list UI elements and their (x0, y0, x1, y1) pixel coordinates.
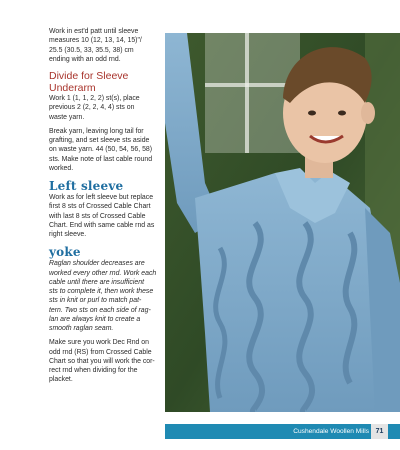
yoke-heading: yoke (49, 245, 81, 260)
yoke-italic-paragraph (49, 259, 163, 333)
text-line: lan are always knit to create a (49, 315, 141, 323)
divide-paragraph-1 (49, 94, 163, 122)
text-line: worked. (49, 164, 74, 172)
text-line: Work as for left sleeve but replace (49, 194, 154, 202)
text-line: Chart. End with same cable rnd as (49, 221, 155, 229)
text-line: sts in knit or purl to match pat- (49, 297, 142, 305)
heading-line: Underarm (49, 81, 96, 94)
left-sleeve-paragraph (49, 193, 163, 239)
text-line: measures 10 (12, 13, 14, 15)"/ (49, 37, 142, 45)
text-line: first 8 sts of Crossed Cable Chart (49, 203, 151, 211)
text-line: sts to complete it, then work these (49, 288, 154, 296)
left-sleeve-heading: Left sleeve (49, 179, 124, 194)
page-number: 71 (371, 424, 388, 439)
text-line: on waste yarn. 44 (50, 54, 56, 58) (49, 146, 153, 154)
yoke-paragraph (49, 338, 163, 384)
divide-paragraph-2 (49, 127, 163, 173)
text-line: sts. Make note of last cable round (49, 155, 153, 163)
text-line: smooth raglan seam. (49, 325, 114, 333)
text-line: worked every other rnd. Work each (49, 269, 157, 277)
heading-line: Divide for Sleeve (49, 70, 129, 82)
divide-heading (49, 71, 163, 94)
text-line: previous 2 (2, 2, 4, 4) sts on (49, 104, 135, 112)
text-line: Work 1 (1, 1, 2, 2) st(s), place (49, 95, 140, 103)
text-line: rect rnd when dividing for the (49, 367, 138, 375)
text-line: waste yarn. (49, 113, 85, 121)
text-line: placket. (49, 376, 73, 384)
sleeve-intro-paragraph (49, 27, 163, 64)
text-line: Chart so that you will work the cor- (49, 357, 155, 365)
text-line: with last 8 sts of Crossed Cable (49, 212, 146, 220)
text-line: 25.5 (30.5, 33, 35.5, 38) cm (49, 46, 134, 54)
text-line: Raglan shoulder decreases are (49, 260, 145, 268)
text-line: tern. Two sts on each side of rag- (49, 306, 151, 314)
footer-publisher: Cushendale Woollen Mills (293, 428, 369, 435)
text-line: grafting, and set sleeve sts aside (49, 137, 150, 145)
text-line: Break yarn, leaving long tail for (49, 127, 144, 135)
text-column (49, 27, 163, 385)
text-line: right sleeve. (49, 231, 87, 239)
text-line: odd rnd (RS) from Crossed Cable (49, 348, 152, 356)
boy-in-cable-sweater-photo (165, 33, 400, 412)
text-line: Work in est'd patt until sleeve (49, 28, 139, 35)
text-line: ending with an odd rnd. (49, 55, 121, 63)
text-line: Make sure you work Dec Rnd on (49, 339, 149, 347)
text-line: cable until there are insufficient (49, 278, 144, 286)
